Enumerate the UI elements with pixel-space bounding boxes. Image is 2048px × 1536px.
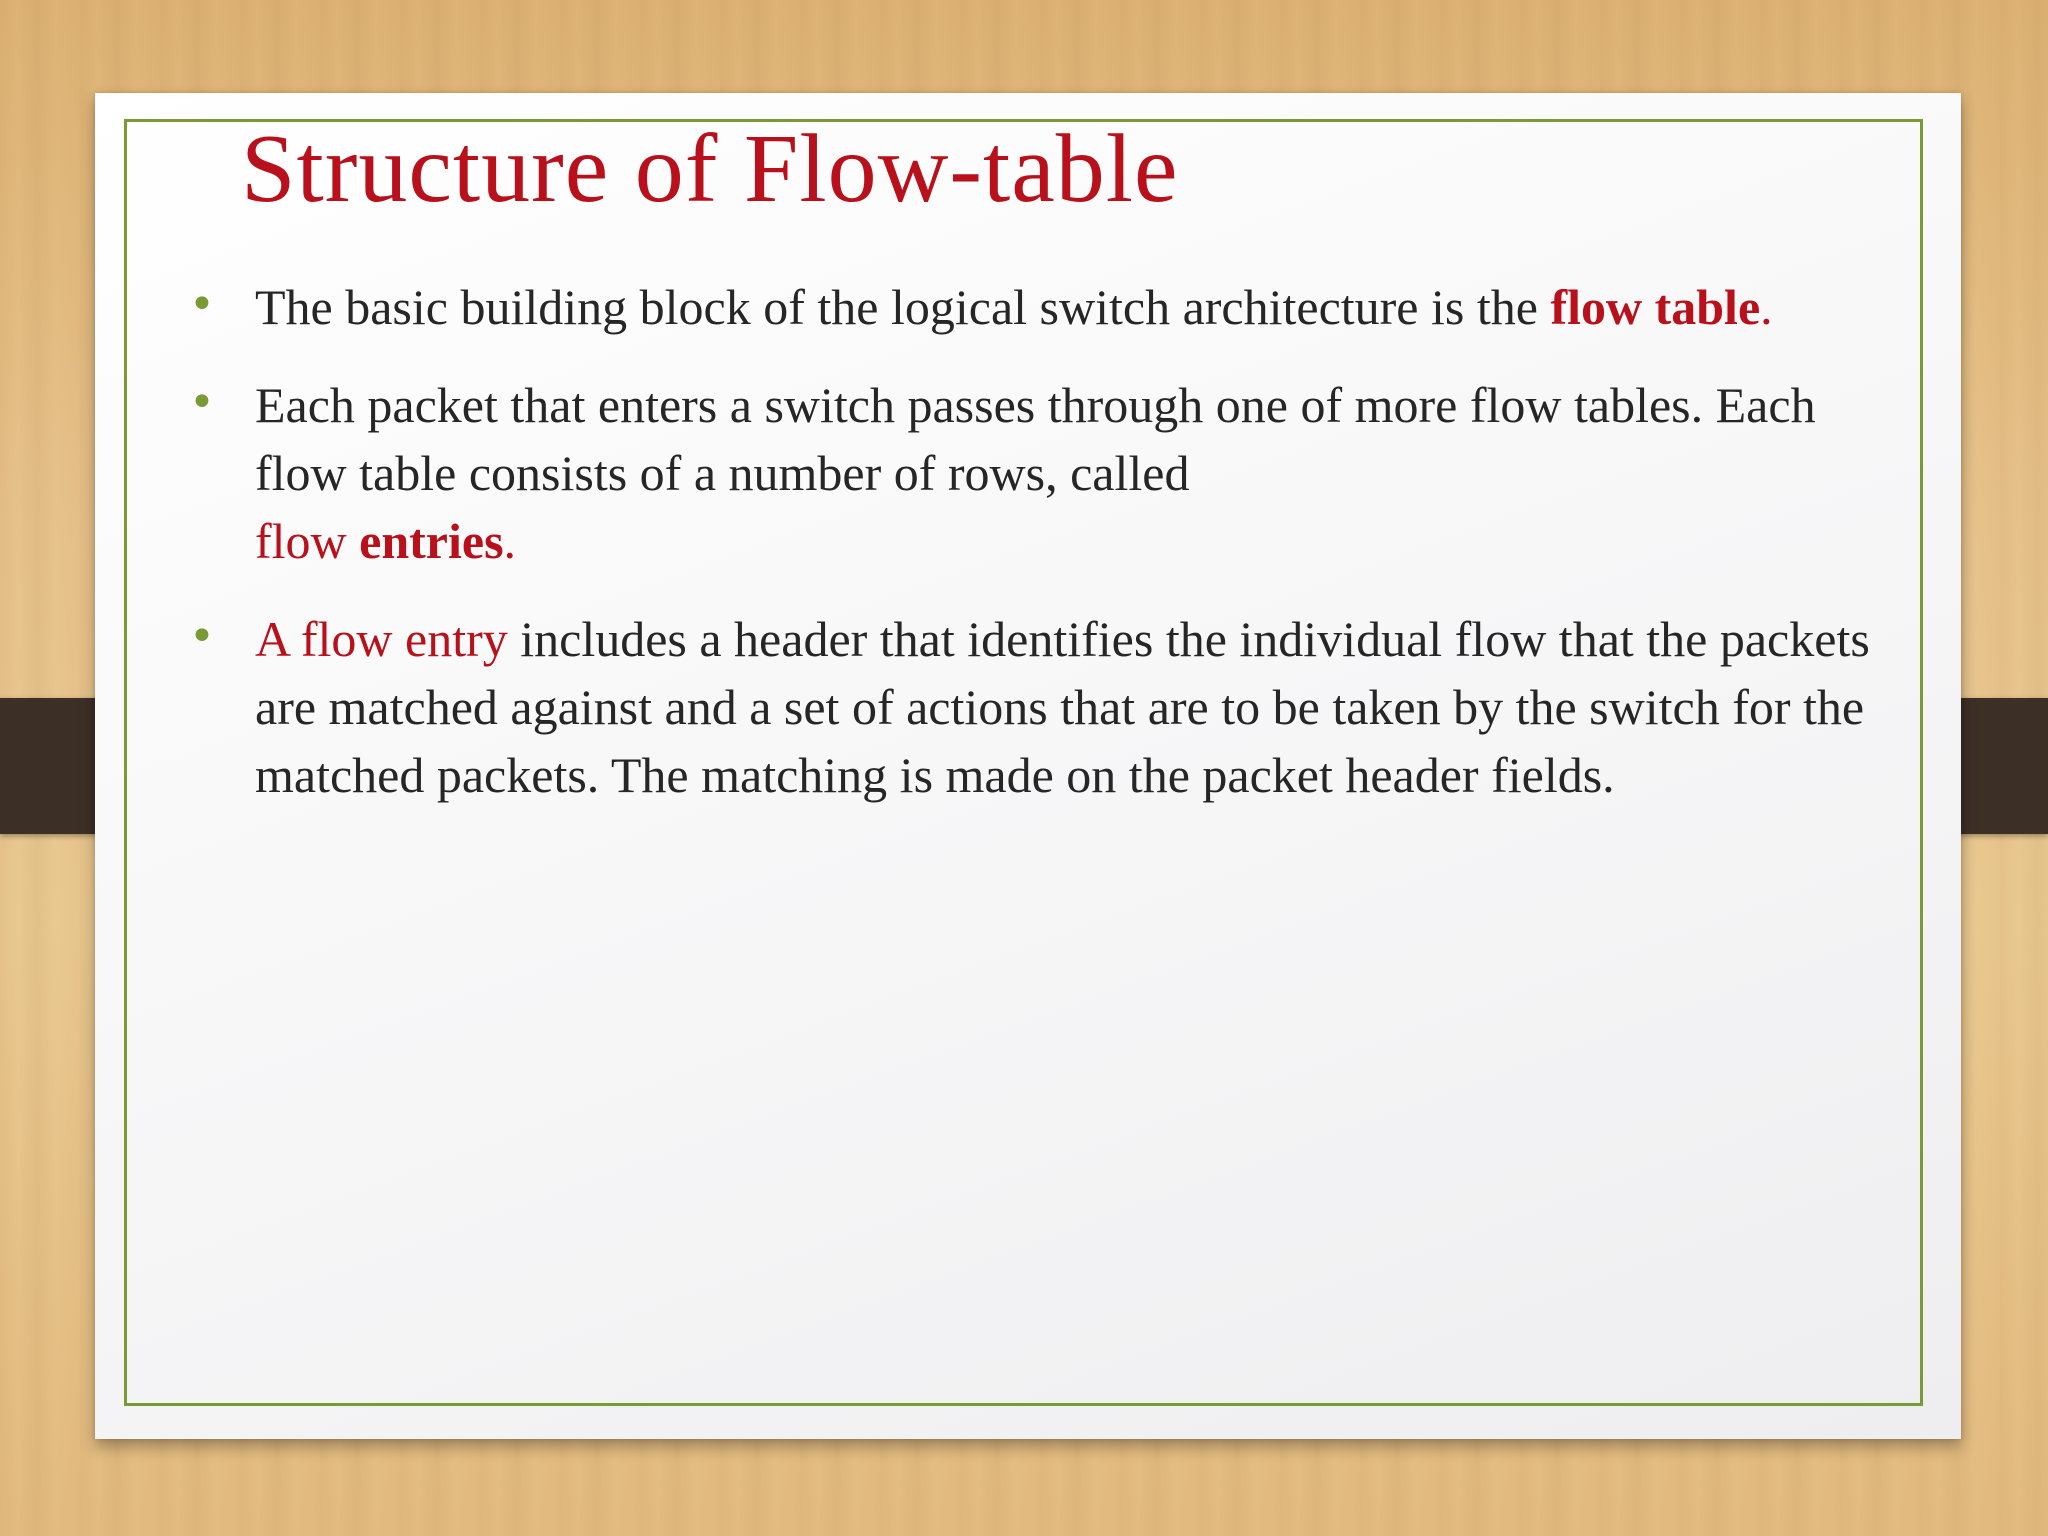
bullet-emphasis: entries <box>359 513 504 569</box>
bullet-text: Each packet that enters a switch passes through one of more flow tables. Each flow table consists of a number of rows, called <box>255 377 1816 501</box>
bullet-text: . <box>1760 279 1773 335</box>
slide-title: Structure of Flow-table <box>241 115 1179 223</box>
bullet-emphasis: flow table <box>1550 279 1761 335</box>
bullet-text: . <box>503 513 517 569</box>
bullet-emphasis: A flow entry <box>255 611 508 667</box>
bullet-item <box>189 273 1875 341</box>
bullet-text: includes a header that identifies the individual flow that the packets are matched against and a set of actions that are to be taken by the switch for the matched packets. The matching is made on the packet header fields. <box>255 611 1870 803</box>
bullet-dot-icon: • <box>189 279 215 330</box>
bullet-text: The basic building block of the logical switch architecture is the <box>255 279 1551 335</box>
bullet-list <box>189 273 1875 839</box>
bullet-item <box>189 371 1875 575</box>
bullet-dot-icon: • <box>189 611 215 662</box>
bullet-item <box>189 605 1875 809</box>
bullet-dot-icon: • <box>189 377 215 428</box>
slide-paper <box>95 93 1961 1439</box>
bullet-emphasis: flow <box>255 513 360 569</box>
